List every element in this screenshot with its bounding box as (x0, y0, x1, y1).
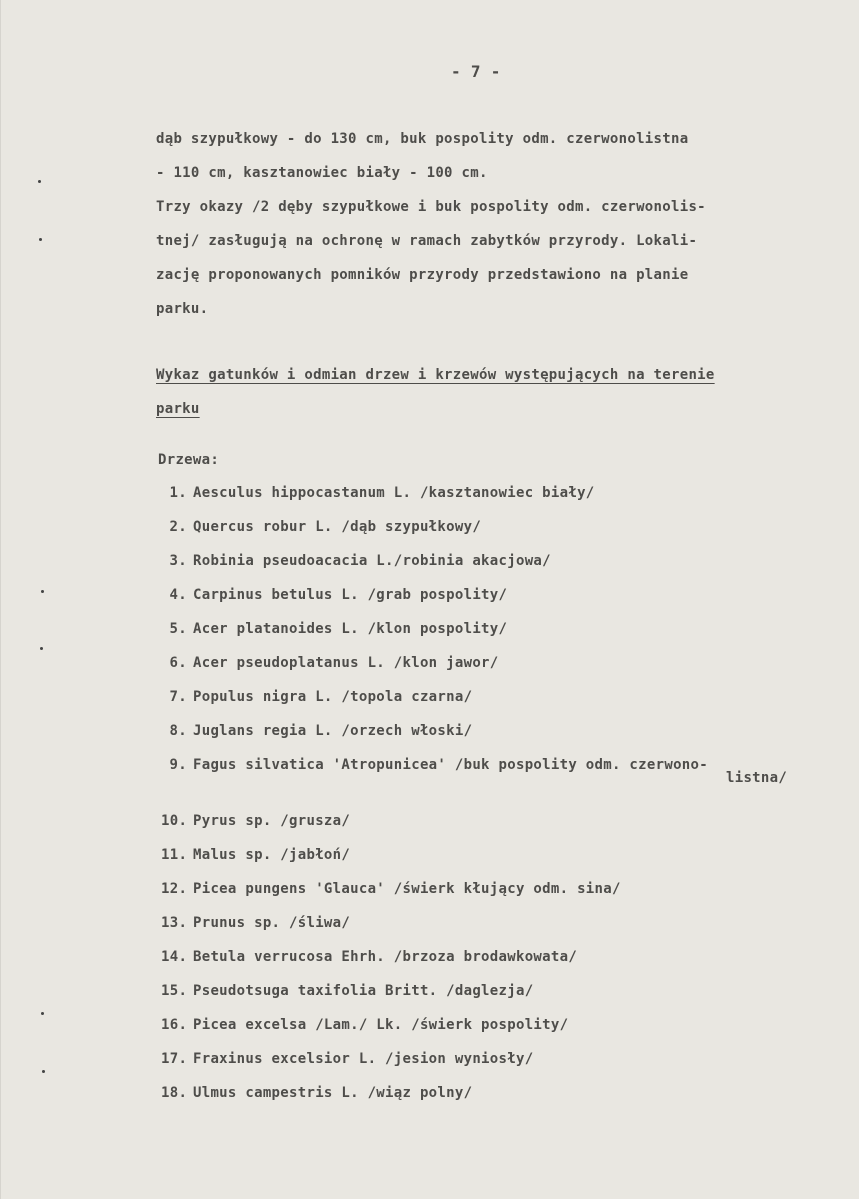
text-line: dąb szypułkowy - do 130 cm, buk pospolity odm. czerwonolistna (156, 131, 689, 147)
item-number: 5. (169, 621, 187, 637)
item-number: 14. (161, 949, 188, 965)
item-text: Juglans regia L. /orzech włoski/ (193, 723, 473, 739)
item-text: Quercus robur L. /dąb szypułkowy/ (193, 519, 482, 535)
item-text: Acer platanoides L. /klon pospolity/ (193, 621, 508, 637)
item-number: 18. (161, 1085, 188, 1101)
list-item (161, 1048, 787, 1082)
item-number: 2. (169, 519, 187, 535)
item-text: Pseudotsuga taxifolia Britt. /daglezja/ (193, 983, 534, 999)
item-number: 16. (161, 1017, 188, 1033)
item-number: 13. (161, 915, 188, 931)
item-number: 3. (169, 553, 187, 569)
item-text-continuation: listna/ (726, 770, 788, 786)
list-item (161, 946, 787, 980)
item-text: Carpinus betulus L. /grab pospolity/ (193, 587, 508, 603)
item-text: Aesculus hippocastanum L. /kasztanowiec biały/ (193, 485, 595, 501)
margin-mark (40, 647, 43, 650)
list-item (161, 810, 787, 844)
list-item (161, 720, 787, 754)
item-text: Fraxinus excelsior L. /jesion wyniosły/ (193, 1051, 534, 1067)
intro-paragraph (156, 122, 846, 326)
list-item (161, 1082, 787, 1116)
item-text: Pyrus sp. /grusza/ (193, 813, 351, 829)
text-line: tnej/ zasługują na ochronę w ramach zabytków przyrody. Lokali- (156, 233, 698, 249)
item-text: Picea pungens 'Glauca' /świerk kłujący odm. sina/ (193, 881, 621, 897)
item-text: Malus sp. /jabłoń/ (193, 847, 351, 863)
item-text: Populus nigra L. /topola czarna/ (193, 689, 473, 705)
item-number: 10. (161, 813, 188, 829)
margin-mark (41, 590, 44, 593)
item-number: 1. (169, 485, 187, 501)
list-item (161, 980, 787, 1014)
item-number: 12. (161, 881, 188, 897)
list-item (161, 482, 787, 516)
item-text: Ulmus campestris L. /wiąz polny/ (193, 1085, 473, 1101)
section-label: Drzewa: (158, 452, 220, 468)
item-number: 6. (169, 655, 187, 671)
item-number: 4. (169, 587, 187, 603)
text-line: - 110 cm, kasztanowiec biały - 100 cm. (156, 165, 488, 181)
item-number: 9. (169, 757, 187, 773)
text-line: Trzy okazy /2 dęby szypułkowe i buk pospolity odm. czerwonolis- (156, 199, 706, 215)
list-item (161, 686, 787, 720)
item-number: 15. (161, 983, 188, 999)
item-number: 17. (161, 1051, 188, 1067)
item-text: Prunus sp. /śliwa/ (193, 915, 351, 931)
list-item (161, 912, 787, 946)
margin-mark (39, 238, 42, 241)
item-number: 11. (161, 847, 188, 863)
list-item (161, 844, 787, 878)
list-item (161, 516, 787, 550)
list-item (161, 618, 787, 652)
text-line: parku. (156, 301, 209, 317)
item-text: Fagus silvatica 'Atropunicea' /buk pospolity odm. czerwono- (193, 757, 708, 773)
heading-line: parku (156, 401, 200, 417)
list-item (161, 754, 787, 810)
item-text: Betula verrucosa Ehrh. /brzoza brodawkowata/ (193, 949, 578, 965)
list-item (161, 584, 787, 618)
list-item (161, 878, 787, 912)
item-text: Acer pseudoplatanus L. /klon jawor/ (193, 655, 499, 671)
list-item (161, 550, 787, 584)
heading-line: Wykaz gatunków i odmian drzew i krzewów występujących na terenie (156, 367, 715, 383)
text-line: zację proponowanych pomników przyrody przedstawiono na planie (156, 267, 689, 283)
tree-list (161, 482, 787, 1116)
item-text: Robinia pseudoacacia L./robinia akacjowa/ (193, 553, 551, 569)
list-item (161, 652, 787, 686)
item-number: 8. (169, 723, 187, 739)
item-number: 7. (169, 689, 187, 705)
list-item (161, 1014, 787, 1048)
margin-mark (41, 1012, 44, 1015)
list-heading (156, 358, 846, 426)
page-number: - 7 - (451, 62, 501, 81)
margin-mark (38, 180, 41, 183)
margin-mark (42, 1070, 45, 1073)
item-text: Picea excelsa /Lam./ Lk. /świerk pospolity/ (193, 1017, 569, 1033)
